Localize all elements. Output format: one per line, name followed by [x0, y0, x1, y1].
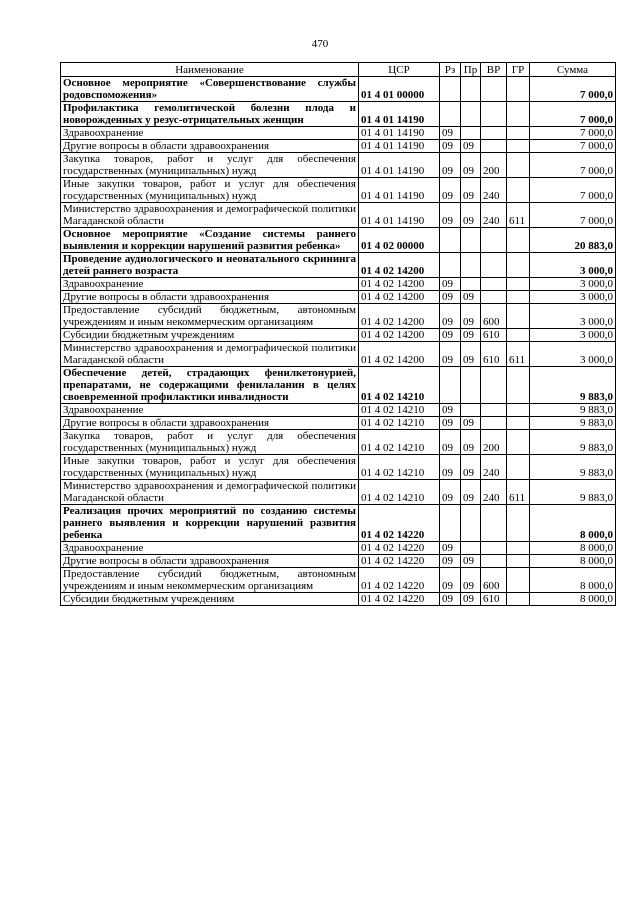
table-row [61, 417, 616, 430]
cell-rz: 09 [440, 127, 461, 140]
cell-rz: 09 [440, 480, 461, 505]
cell-vr [481, 555, 507, 568]
cell-rz: 09 [440, 203, 461, 228]
cell-pr [461, 77, 481, 102]
cell-name: Здравоохранение [61, 127, 359, 140]
cell-sum: 7 000,0 [530, 102, 616, 127]
cell-sum: 3 000,0 [530, 329, 616, 342]
cell-sum: 3 000,0 [530, 291, 616, 304]
cell-name: Министерство здравоохранения и демографической политики Магаданской области [61, 480, 359, 505]
cell-gr [507, 228, 530, 253]
cell-pr: 09 [461, 304, 481, 329]
cell-vr [481, 542, 507, 555]
table-row [61, 430, 616, 455]
cell-vr: 610 [481, 342, 507, 367]
cell-rz: 09 [440, 430, 461, 455]
cell-rz [440, 102, 461, 127]
cell-sum: 7 000,0 [530, 127, 616, 140]
cell-sum: 8 000,0 [530, 505, 616, 542]
cell-gr: 611 [507, 342, 530, 367]
cell-sum: 7 000,0 [530, 77, 616, 102]
cell-csr: 01 4 02 14200 [359, 253, 440, 278]
header-name: Наименование [61, 63, 359, 77]
table-row [61, 329, 616, 342]
cell-name: Здравоохранение [61, 404, 359, 417]
table-row [61, 367, 616, 404]
cell-rz: 09 [440, 278, 461, 291]
cell-rz: 09 [440, 542, 461, 555]
cell-gr [507, 278, 530, 291]
cell-csr: 01 4 02 14220 [359, 542, 440, 555]
cell-sum: 9 883,0 [530, 367, 616, 404]
cell-pr: 09 [461, 555, 481, 568]
cell-gr [507, 505, 530, 542]
table-row [61, 505, 616, 542]
cell-sum: 8 000,0 [530, 555, 616, 568]
cell-name: Проведение аудиологического и неонатального скрининга детей раннего возраста [61, 253, 359, 278]
table-row [61, 102, 616, 127]
cell-vr [481, 417, 507, 430]
cell-name: Основное мероприятие «Создание системы раннего выявления и коррекции нарушений развития ребенка» [61, 228, 359, 253]
cell-pr [461, 102, 481, 127]
cell-pr [461, 404, 481, 417]
cell-name: Другие вопросы в области здравоохранения [61, 555, 359, 568]
cell-sum: 7 000,0 [530, 178, 616, 203]
cell-rz: 09 [440, 568, 461, 593]
cell-sum: 9 883,0 [530, 417, 616, 430]
cell-gr [507, 404, 530, 417]
cell-csr: 01 4 02 14210 [359, 367, 440, 404]
cell-rz: 09 [440, 342, 461, 367]
cell-gr [507, 430, 530, 455]
cell-vr: 200 [481, 153, 507, 178]
cell-sum: 7 000,0 [530, 203, 616, 228]
cell-gr: 611 [507, 203, 530, 228]
cell-rz [440, 367, 461, 404]
cell-vr: 610 [481, 593, 507, 606]
table-row [61, 77, 616, 102]
cell-rz: 09 [440, 555, 461, 568]
cell-gr [507, 140, 530, 153]
cell-pr: 09 [461, 291, 481, 304]
cell-csr: 01 4 02 14200 [359, 291, 440, 304]
cell-csr: 01 4 02 14200 [359, 278, 440, 291]
header-csr: ЦСР [359, 63, 440, 77]
cell-csr: 01 4 02 14220 [359, 555, 440, 568]
cell-gr [507, 178, 530, 203]
cell-vr [481, 278, 507, 291]
cell-csr: 01 4 01 14190 [359, 127, 440, 140]
cell-csr: 01 4 02 14210 [359, 430, 440, 455]
cell-pr [461, 367, 481, 404]
cell-sum: 8 000,0 [530, 593, 616, 606]
cell-sum: 3 000,0 [530, 253, 616, 278]
cell-csr: 01 4 02 14210 [359, 480, 440, 505]
cell-gr [507, 291, 530, 304]
cell-rz [440, 505, 461, 542]
cell-name: Предоставление субсидий бюджетным, автономным учреждениям и иным некоммерческим организациям [61, 568, 359, 593]
cell-vr: 240 [481, 455, 507, 480]
cell-csr: 01 4 02 14210 [359, 455, 440, 480]
cell-sum: 9 883,0 [530, 455, 616, 480]
cell-vr [481, 505, 507, 542]
cell-gr [507, 555, 530, 568]
cell-name: Обеспечение детей, страдающих фенилкетонурией, препаратами, не содержащими фенилаланин в целях своевременной профилактики инвалидности [61, 367, 359, 404]
cell-pr: 09 [461, 417, 481, 430]
cell-gr [507, 417, 530, 430]
cell-rz: 09 [440, 417, 461, 430]
cell-sum: 9 883,0 [530, 404, 616, 417]
cell-name: Профилактика гемолитической болезни плода и новорожденных у резус-отрицательных женщин [61, 102, 359, 127]
cell-pr: 09 [461, 593, 481, 606]
cell-csr: 01 4 01 14190 [359, 140, 440, 153]
header-pr: Пр [461, 63, 481, 77]
cell-vr: 240 [481, 203, 507, 228]
cell-gr [507, 77, 530, 102]
cell-name: Другие вопросы в области здравоохранения [61, 417, 359, 430]
cell-pr: 09 [461, 455, 481, 480]
cell-csr: 01 4 01 14190 [359, 153, 440, 178]
cell-csr: 01 4 02 14200 [359, 329, 440, 342]
cell-name: Реализация прочих мероприятий по созданию системы раннего выявления и коррекции нарушений развития ребенка [61, 505, 359, 542]
cell-vr [481, 228, 507, 253]
cell-name: Здравоохранение [61, 542, 359, 555]
cell-vr: 200 [481, 430, 507, 455]
cell-rz: 09 [440, 178, 461, 203]
cell-rz: 09 [440, 304, 461, 329]
cell-name: Министерство здравоохранения и демографической политики Магаданской области [61, 203, 359, 228]
cell-name: Закупка товаров, работ и услуг для обеспечения государственных (муниципальных) нужд [61, 153, 359, 178]
cell-name: Закупка товаров, работ и услуг для обеспечения государственных (муниципальных) нужд [61, 430, 359, 455]
page-number: 470 [311, 38, 329, 50]
header-vr: ВР [481, 63, 507, 77]
cell-gr [507, 253, 530, 278]
cell-name: Другие вопросы в области здравоохранения [61, 140, 359, 153]
cell-sum: 9 883,0 [530, 430, 616, 455]
table-header-row [61, 63, 616, 77]
cell-rz: 09 [440, 329, 461, 342]
cell-pr: 09 [461, 153, 481, 178]
table-row [61, 178, 616, 203]
cell-gr [507, 593, 530, 606]
cell-name: Другие вопросы в области здравоохранения [61, 291, 359, 304]
cell-rz: 09 [440, 153, 461, 178]
cell-vr [481, 77, 507, 102]
cell-pr: 09 [461, 203, 481, 228]
cell-gr [507, 329, 530, 342]
cell-csr: 01 4 01 14190 [359, 203, 440, 228]
cell-rz: 09 [440, 291, 461, 304]
cell-gr [507, 304, 530, 329]
cell-sum: 20 883,0 [530, 228, 616, 253]
cell-sum: 3 000,0 [530, 278, 616, 291]
cell-sum: 7 000,0 [530, 153, 616, 178]
cell-vr [481, 253, 507, 278]
cell-csr: 01 4 02 14210 [359, 417, 440, 430]
cell-vr: 240 [481, 178, 507, 203]
cell-csr: 01 4 01 14190 [359, 178, 440, 203]
cell-vr [481, 367, 507, 404]
table-row [61, 278, 616, 291]
table-row [61, 291, 616, 304]
table-row [61, 140, 616, 153]
cell-vr [481, 127, 507, 140]
cell-csr: 01 4 02 14210 [359, 404, 440, 417]
cell-gr [507, 568, 530, 593]
cell-sum: 8 000,0 [530, 542, 616, 555]
cell-rz: 09 [440, 140, 461, 153]
cell-sum: 8 000,0 [530, 568, 616, 593]
cell-pr [461, 127, 481, 140]
cell-gr [507, 127, 530, 140]
cell-pr: 09 [461, 178, 481, 203]
cell-vr: 240 [481, 480, 507, 505]
table-row [61, 253, 616, 278]
cell-rz [440, 77, 461, 102]
cell-rz: 09 [440, 593, 461, 606]
cell-gr [507, 153, 530, 178]
cell-sum: 3 000,0 [530, 342, 616, 367]
cell-sum: 3 000,0 [530, 304, 616, 329]
cell-pr [461, 542, 481, 555]
table-row [61, 542, 616, 555]
cell-name: Предоставление субсидий бюджетным, автономным учреждениям и иным некоммерческим организациям [61, 304, 359, 329]
cell-gr [507, 367, 530, 404]
cell-gr: 611 [507, 480, 530, 505]
cell-pr: 09 [461, 568, 481, 593]
cell-pr: 09 [461, 342, 481, 367]
cell-name: Субсидии бюджетным учреждениям [61, 593, 359, 606]
cell-name: Основное мероприятие «Совершенствование службы родовспоможения» [61, 77, 359, 102]
cell-pr: 09 [461, 329, 481, 342]
cell-vr [481, 291, 507, 304]
table-row [61, 153, 616, 178]
table-row [61, 228, 616, 253]
header-gr: ГР [507, 63, 530, 77]
cell-pr [461, 253, 481, 278]
cell-gr [507, 102, 530, 127]
cell-sum: 7 000,0 [530, 140, 616, 153]
cell-csr: 01 4 02 14200 [359, 342, 440, 367]
header-sum: Сумма [530, 63, 616, 77]
cell-vr [481, 102, 507, 127]
table-row [61, 127, 616, 140]
cell-rz [440, 253, 461, 278]
cell-vr [481, 404, 507, 417]
table-row [61, 404, 616, 417]
cell-pr: 09 [461, 140, 481, 153]
cell-vr [481, 140, 507, 153]
cell-csr: 01 4 02 00000 [359, 228, 440, 253]
cell-gr [507, 455, 530, 480]
header-rz: Рз [440, 63, 461, 77]
cell-pr: 09 [461, 430, 481, 455]
cell-csr: 01 4 01 00000 [359, 77, 440, 102]
cell-rz: 09 [440, 455, 461, 480]
cell-csr: 01 4 02 14220 [359, 568, 440, 593]
cell-name: Здравоохранение [61, 278, 359, 291]
table-row [61, 593, 616, 606]
cell-csr: 01 4 02 14220 [359, 593, 440, 606]
budget-table [60, 62, 616, 606]
cell-sum: 9 883,0 [530, 480, 616, 505]
table-row [61, 555, 616, 568]
cell-pr: 09 [461, 480, 481, 505]
cell-pr [461, 228, 481, 253]
cell-vr: 600 [481, 568, 507, 593]
cell-name: Иные закупки товаров, работ и услуг для обеспечения государственных (муниципальных) нужд [61, 178, 359, 203]
cell-pr [461, 278, 481, 291]
table-row [61, 203, 616, 228]
cell-csr: 01 4 02 14220 [359, 505, 440, 542]
cell-name: Иные закупки товаров, работ и услуг для обеспечения государственных (муниципальных) нужд [61, 455, 359, 480]
table-row [61, 480, 616, 505]
table-row [61, 568, 616, 593]
cell-vr: 610 [481, 329, 507, 342]
cell-rz [440, 228, 461, 253]
table-row [61, 342, 616, 367]
cell-gr [507, 542, 530, 555]
cell-name: Субсидии бюджетным учреждениям [61, 329, 359, 342]
table-row [61, 304, 616, 329]
cell-vr: 600 [481, 304, 507, 329]
table-row [61, 455, 616, 480]
cell-rz: 09 [440, 404, 461, 417]
cell-csr: 01 4 02 14200 [359, 304, 440, 329]
cell-pr [461, 505, 481, 542]
cell-csr: 01 4 01 14190 [359, 102, 440, 127]
cell-name: Министерство здравоохранения и демографической политики Магаданской области [61, 342, 359, 367]
